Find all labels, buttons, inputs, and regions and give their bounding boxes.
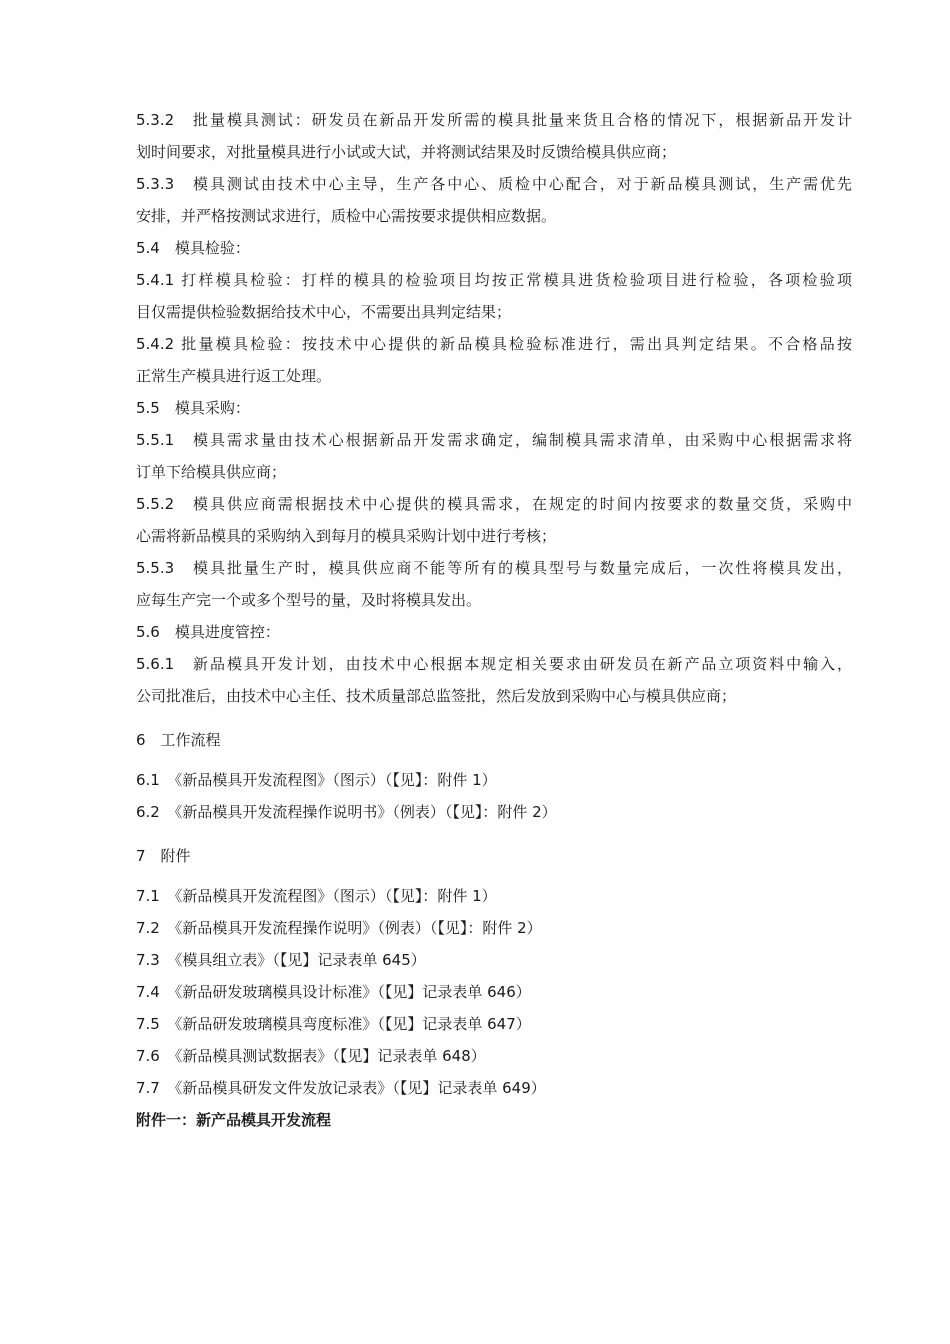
text-line: 5.3.2 批量模具测试：研发员在新品开发所需的模具批量来货且合格的情况下，根据新品开发计 — [136, 111, 852, 129]
text-line: 安排，并严格按测试求进行，质检中心需按要求提供相应数据。 — [136, 207, 557, 225]
list-item: 6.2 《新品模具开发流程操作说明书》（例表）（【见】：附件 2） — [136, 803, 557, 821]
subheading-5-6: 5.6 模具进度管控： — [136, 623, 280, 641]
section-heading-7: 7 附件 — [136, 847, 191, 865]
appendix-title: 附件一：新产品模具开发流程 — [136, 1111, 332, 1129]
text-line: 5.5.3 模具批量生产时，模具供应商不能等所有的模具型号与数量完成后，一次性将模具发出， — [136, 559, 852, 577]
text-line: 目仅需提供检验数据给技术中心，不需要出具判定结果； — [136, 303, 512, 321]
list-item: 6.1 《新品模具开发流程图》（图示）（【见】：附件 1） — [136, 771, 497, 789]
subheading-5-5: 5.5 模具采购： — [136, 399, 250, 417]
paragraph-5-3-2 — [136, 104, 852, 168]
paragraph-5-5-1 — [136, 424, 852, 488]
text-line: 应每生产完一个或多个型号的量，及时将模具发出。 — [136, 591, 482, 609]
paragraph-5-6-1 — [136, 648, 852, 712]
document-page — [136, 104, 852, 1136]
text-line: 订单下给模具供应商； — [136, 463, 287, 481]
section-7-list — [136, 880, 852, 1104]
text-line: 5.5.2 模具供应商需根据技术中心提供的模具需求，在规定的时间内按要求的数量交货，采购中 — [136, 495, 852, 513]
list-item: 7.3 《模具组立表》（【见】记录表单 645） — [136, 951, 426, 969]
text-line: 5.6.1 新品模具开发计划，由技术中心根据本规定相关要求由研发员在新产品立项资料中输入， — [136, 655, 852, 673]
section-heading-6: 6 工作流程 — [136, 731, 221, 749]
paragraph-5-4-1 — [136, 264, 852, 328]
paragraph-5-5-2 — [136, 488, 852, 552]
paragraph-5-3-3 — [136, 168, 852, 232]
subheading-5-4: 5.4 模具检验： — [136, 239, 250, 257]
text-line: 5.4.1 打样模具检验：打样的模具的检验项目均按正常模具进货检验项目进行检验，各项检验项 — [136, 271, 852, 289]
text-line: 5.4.2 批量模具检验：按技术中心提供的新品模具检验标准进行，需出具判定结果。不合格品按 — [136, 335, 852, 353]
text-line: 正常生产模具进行返工处理。 — [136, 367, 332, 385]
text-line: 心需将新品模具的采购纳入到每月的模具采购计划中进行考核； — [136, 527, 557, 545]
list-item: 7.7 《新品模具研发文件发放记录表》（【见】记录表单 649） — [136, 1079, 546, 1097]
list-item: 7.6 《新品模具测试数据表》（【见】记录表单 648） — [136, 1047, 486, 1065]
section-6-list — [136, 764, 852, 828]
list-item: 7.5 《新品研发玻璃模具弯度标准》（【见】记录表单 647） — [136, 1015, 531, 1033]
list-item: 7.1 《新品模具开发流程图》（图示）（【见】：附件 1） — [136, 887, 497, 905]
text-line: 5.5.1 模具需求量由技术心根据新品开发需求确定，编制模具需求清单，由采购中心根据需求将 — [136, 431, 852, 449]
text-line: 划时间要求，对批量模具进行小试或大试，并将测试结果及时反馈给模具供应商； — [136, 143, 677, 161]
paragraph-5-5-3 — [136, 552, 852, 616]
list-item: 7.2 《新品模具开发流程操作说明》（例表）（【见】：附件 2） — [136, 919, 542, 937]
text-line: 5.3.3 模具测试由技术中心主导，生产各中心、质检中心配合，对于新品模具测试，生产需优先 — [136, 175, 852, 193]
list-item: 7.4 《新品研发玻璃模具设计标准》（【见】记录表单 646） — [136, 983, 531, 1001]
text-line: 公司批准后，由技术中心主任、技术质量部总监签批，然后发放到采购中心与模具供应商； — [136, 687, 737, 705]
paragraph-5-4-2 — [136, 328, 852, 392]
